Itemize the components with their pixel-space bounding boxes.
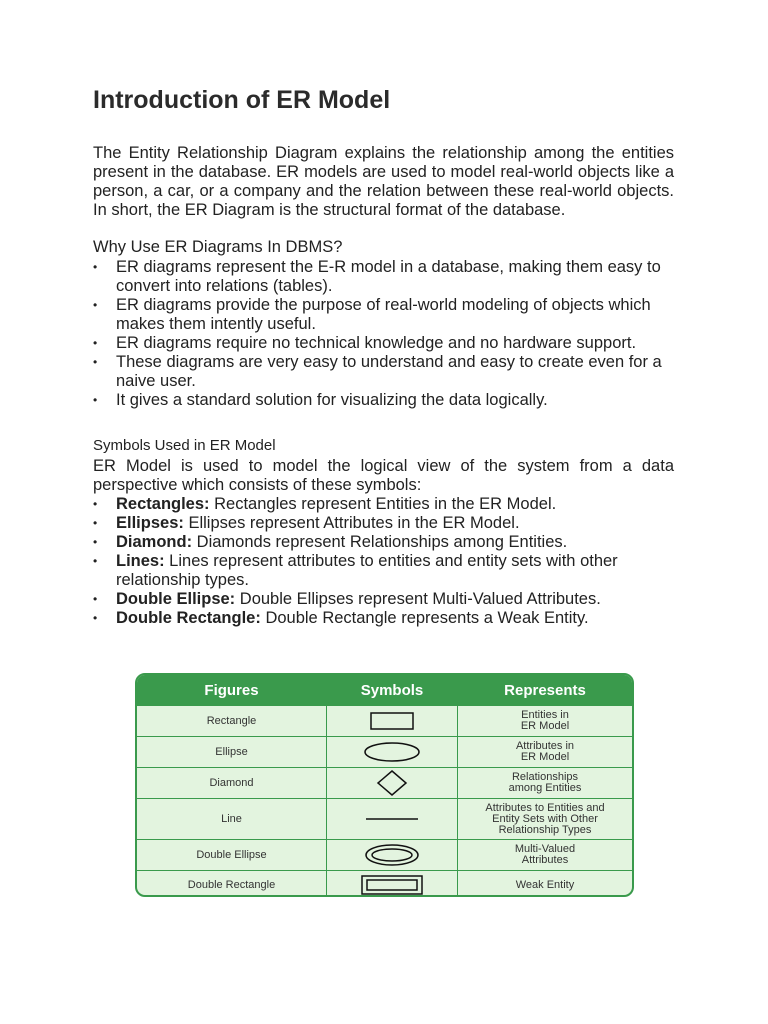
header-represents: Represents [504, 681, 586, 699]
header-figures: Figures [137, 675, 327, 705]
symbol-cell [327, 706, 458, 736]
list-item: • ER diagrams represent the E-R model in a database, making them easy to convert into relations (tables). [93, 258, 661, 295]
list-item: • ER diagrams require no technical knowledge and no hardware support. [93, 334, 637, 352]
double-ellipse-icon [363, 843, 421, 867]
intro-paragraph: The Entity Relationship Diagram explains the relationship among the entities present in the database. ER models are used to model real-world objects like a person, a car, or a company and the relation between these real-world objects. In short, the ER Diagram is the structural format of the database. [93, 144, 674, 219]
term: Lines: [116, 552, 165, 570]
represents-cell: Attributes to Entities and Entity Sets with Other Relationship Types [485, 801, 605, 836]
bullet: • [93, 260, 98, 274]
represents-cell: Relationships among Entities [508, 771, 582, 794]
symbols-intro: ER Model is used to model the logical view of the system from a data perspective which consists of these symbols: [93, 457, 674, 494]
represents-cell: Attributes in ER Model [515, 740, 575, 763]
table-header [137, 675, 632, 705]
list-item: • Ellipses: Ellipses represent Attributes in the ER Model. [93, 514, 520, 532]
list-item: • Lines: Lines represent attributes to entities and entity sets with other relationship types. [93, 552, 618, 589]
bullet: • [93, 611, 98, 625]
list-item: • It gives a standard solution for visualizing the data logically. [93, 391, 548, 409]
represents-cell: Entities in ER Model [520, 709, 570, 732]
symbol-cell [327, 799, 458, 839]
line-icon [364, 814, 420, 824]
table-row [137, 798, 632, 839]
term: Double Ellipse: [116, 590, 236, 608]
list-item: • Rectangles: Rectangles represent Entities in the ER Model. [93, 495, 557, 513]
figure-cell: Ellipse [137, 737, 327, 767]
table-row [137, 736, 632, 767]
double-rectangle-icon [360, 874, 424, 896]
term: Diamond: [116, 533, 193, 551]
figure-cell: Double Rectangle [137, 871, 327, 897]
list-item: • Diamond: Diamonds represent Relationships among Entities. [93, 533, 568, 551]
header-symbols: Symbols [327, 675, 458, 705]
term: Ellipses: [116, 514, 184, 532]
table-row [137, 767, 632, 798]
table-row [137, 705, 632, 736]
why-heading: Why Use ER Diagrams In DBMS? [93, 238, 343, 256]
figure-cell: Double Ellipse [137, 840, 327, 870]
represents-cell: Multi-Valued Attributes [514, 843, 576, 866]
why-list [93, 258, 674, 410]
list-item: • Double Ellipse: Double Ellipses represent Multi-Valued Attributes. [93, 590, 601, 608]
bullet: • [93, 298, 98, 312]
represents-cell: Weak Entity [515, 878, 575, 891]
bullet: • [93, 516, 98, 530]
bullet: • [93, 535, 98, 549]
table-row [137, 870, 632, 897]
bullet: • [93, 393, 98, 407]
bullet: • [93, 336, 98, 350]
bullet: • [93, 355, 98, 369]
symbols-heading: Symbols Used in ER Model [93, 437, 276, 454]
symbol-cell [327, 768, 458, 798]
list-item: • ER diagrams provide the purpose of real-world modeling of objects which makes them intently useful. [93, 296, 651, 333]
figure-cell: Rectangle [137, 706, 327, 736]
er-symbols-table [135, 673, 634, 897]
diamond-icon [375, 769, 409, 797]
figure-cell: Diamond [137, 768, 327, 798]
bullet: • [93, 592, 98, 606]
bullet: • [93, 497, 98, 511]
list-item: • These diagrams are very easy to understand and easy to create even for a naive user. [93, 353, 662, 390]
term: Double Rectangle: [116, 609, 261, 627]
table-row [137, 839, 632, 870]
rectangle-icon [369, 711, 415, 731]
page-title: Introduction of ER Model [93, 86, 391, 114]
list-item: • Double Rectangle: Double Rectangle represents a Weak Entity. [93, 609, 589, 627]
symbol-cell [327, 871, 458, 897]
term: Rectangles: [116, 495, 210, 513]
symbols-list [93, 495, 674, 628]
figure-cell: Line [137, 799, 327, 839]
symbol-cell [327, 737, 458, 767]
bullet: • [93, 554, 98, 568]
symbol-cell [327, 840, 458, 870]
ellipse-icon [362, 741, 422, 763]
